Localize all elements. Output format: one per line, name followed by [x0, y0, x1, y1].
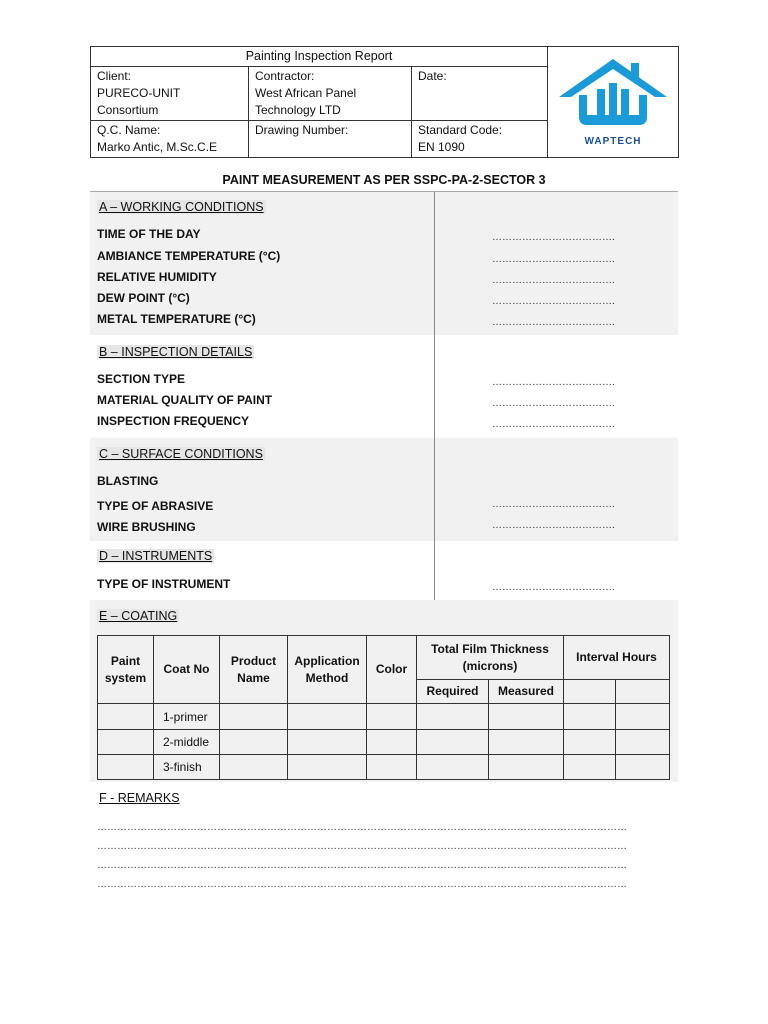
house-logo-icon: [557, 55, 669, 139]
table-cell[interactable]: [564, 704, 616, 730]
fill-in-line[interactable]: ……………………………….: [492, 296, 615, 307]
client-value-line-1: PURECO-UNIT: [97, 86, 181, 100]
table-row: [98, 755, 670, 780]
qc-cell: [91, 121, 249, 158]
col-total-film-thickness: Total Film Thickness (microns): [417, 636, 564, 680]
fill-in-line[interactable]: ……………………………….: [492, 254, 615, 265]
standard-code-cell: [412, 121, 548, 158]
table-cell[interactable]: [220, 704, 288, 730]
section-a-title: A – WORKING CONDITIONS: [99, 200, 264, 214]
table-cell[interactable]: [564, 730, 616, 755]
table-cell[interactable]: [288, 704, 367, 730]
col-paint-system: Paint system: [98, 636, 154, 704]
report-title: Painting Inspection Report: [91, 47, 548, 67]
company-logo: [548, 47, 679, 158]
drawing-number-cell: [249, 121, 412, 158]
row-metal-temperature: METAL TEMPERATURE (°C): [97, 312, 256, 326]
table-cell[interactable]: [616, 755, 670, 780]
section-f-title: F - REMARKS: [99, 791, 180, 805]
table-cell[interactable]: [367, 704, 417, 730]
coating-table: [97, 635, 670, 780]
table-cell[interactable]: [288, 755, 367, 780]
col-interval-hours: Interval Hours: [564, 636, 670, 680]
table-cell[interactable]: [616, 704, 670, 730]
standard-code-value: EN 1090: [418, 140, 465, 154]
table-cell[interactable]: [220, 730, 288, 755]
table-row: [98, 730, 670, 755]
row-inspection-frequency: INSPECTION FREQUENCY: [97, 414, 250, 428]
col-color: Color: [367, 636, 417, 704]
row-ambiance-temperature: AMBIANCE TEMPERATURE (°C): [97, 249, 281, 263]
contractor-cell: [249, 67, 412, 121]
qc-label: Q.C. Name:: [97, 123, 161, 137]
main-title: PAINT MEASUREMENT AS PER SSPC-PA-2-SECTOR 3: [222, 173, 546, 187]
section-e-title: E – COATING: [99, 609, 178, 623]
remarks-line[interactable]: ……………………………………………………………………………………………………………………………………………: [97, 879, 627, 890]
table-cell[interactable]: [98, 755, 154, 780]
col-application-method: Application Method: [288, 636, 367, 704]
col-coat-no: Coat No: [154, 636, 220, 704]
fill-in-line[interactable]: ……………………………….: [492, 520, 615, 531]
standard-code-label: Standard Code:: [418, 123, 503, 137]
report-header: [90, 46, 678, 155]
fill-in-line[interactable]: ……………………………….: [492, 419, 615, 430]
table-cell[interactable]: [367, 730, 417, 755]
remarks-line[interactable]: ……………………………………………………………………………………………………………………………………………: [97, 841, 627, 852]
fill-in-line[interactable]: ……………………………….: [492, 232, 615, 243]
row-relative-humidity: RELATIVE HUMIDITY: [97, 270, 217, 284]
table-cell[interactable]: [367, 755, 417, 780]
column-divider: [434, 192, 435, 600]
row-material-quality: MATERIAL QUALITY OF PAINT: [97, 393, 273, 407]
row-blasting: BLASTING: [97, 474, 159, 488]
drawing-number-label: Drawing Number:: [255, 123, 349, 137]
contractor-value-line-1: West African Panel: [255, 86, 357, 100]
table-cell[interactable]: [288, 730, 367, 755]
table-cell[interactable]: [564, 755, 616, 780]
interval-cell[interactable]: [616, 680, 670, 704]
fill-in-line[interactable]: ……………………………….: [492, 377, 615, 388]
remarks-line[interactable]: ……………………………………………………………………………………………………………………………………………: [97, 822, 627, 833]
table-cell[interactable]: [98, 704, 154, 730]
row-section-type: SECTION TYPE: [97, 372, 186, 386]
date-cell: [412, 67, 548, 121]
coat-no-cell: 2-middle: [154, 730, 220, 755]
col-product-name: Product Name: [220, 636, 288, 704]
row-dew-point: DEW POINT (°C): [97, 291, 190, 305]
fill-in-line[interactable]: ……………………………….: [492, 275, 615, 286]
contractor-label: Contractor:: [255, 69, 315, 83]
table-cell[interactable]: [417, 730, 489, 755]
coat-no-cell: 1-primer: [154, 704, 220, 730]
row-type-of-abrasive: TYPE OF ABRASIVE: [97, 499, 214, 513]
client-value-line-2: Consortium: [97, 103, 159, 117]
date-label: Date:: [418, 69, 447, 83]
logo-text: WAPTECH: [584, 135, 642, 147]
table-cell[interactable]: [220, 755, 288, 780]
table-cell[interactable]: [417, 704, 489, 730]
client-label: Client:: [97, 69, 132, 83]
section-b-title: B – INSPECTION DETAILS: [99, 345, 253, 359]
table-cell[interactable]: [616, 730, 670, 755]
fill-in-line[interactable]: ……………………………….: [492, 317, 615, 328]
row-time-of-day: TIME OF THE DAY: [97, 227, 201, 241]
table-cell[interactable]: [489, 704, 564, 730]
table-cell[interactable]: [98, 730, 154, 755]
col-measured: Measured: [489, 680, 564, 704]
table-cell[interactable]: [489, 755, 564, 780]
coat-no-cell: 3-finish: [154, 755, 220, 780]
table-cell[interactable]: [489, 730, 564, 755]
table-row: [98, 704, 670, 730]
col-required: Required: [417, 680, 489, 704]
qc-value: Marko Antic, M.Sc.C.E: [97, 140, 218, 154]
interval-cell[interactable]: [564, 680, 616, 704]
fill-in-line[interactable]: ……………………………….: [492, 499, 615, 510]
section-c-title: C – SURFACE CONDITIONS: [99, 447, 263, 461]
client-cell: [91, 67, 249, 121]
row-wire-brushing: WIRE BRUSHING: [97, 520, 196, 534]
row-type-of-instrument: TYPE OF INSTRUMENT: [97, 577, 231, 591]
contractor-value-line-2: Technology LTD: [255, 103, 341, 117]
fill-in-line[interactable]: ……………………………….: [492, 582, 615, 593]
section-d-title: D – INSTRUMENTS: [99, 549, 213, 563]
fill-in-line[interactable]: ……………………………….: [492, 398, 615, 409]
table-cell[interactable]: [417, 755, 489, 780]
remarks-line[interactable]: ……………………………………………………………………………………………………………………………………………: [97, 860, 627, 871]
